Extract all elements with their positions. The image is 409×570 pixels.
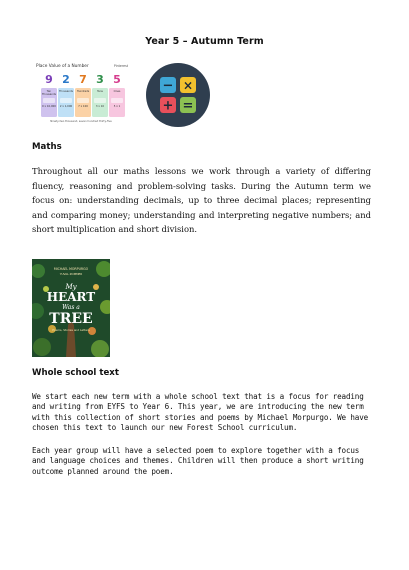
- place-value-digit: 3: [96, 73, 104, 86]
- place-value-card-inner: [60, 98, 72, 103]
- place-value-image: [32, 62, 130, 126]
- place-value-digit: 5: [113, 73, 121, 86]
- place-value-label: Ten Thousands: [41, 90, 57, 96]
- page-title: Year 5 – Autumn Term: [145, 36, 264, 47]
- place-value-value: 3 x 10: [95, 105, 105, 108]
- calculator-icon-circle: [146, 63, 210, 127]
- book-title-line4: TREE: [49, 311, 93, 327]
- plus-icon: +: [162, 98, 174, 114]
- place-value-label: Ones: [113, 90, 121, 93]
- place-value-digit: 9: [45, 73, 53, 86]
- book-title-line2: HEART: [46, 290, 96, 304]
- place-value-label: Tens: [97, 90, 103, 93]
- minus-icon: −: [162, 78, 174, 94]
- whole-school-paragraph-2: Each year group will have a selected poem to explore together with a focus and language choices and themes. Children will then produce a short writing outcome planned around the poem.: [32, 446, 364, 476]
- place-value-card-inner: [43, 98, 55, 103]
- place-value-card-inner: [111, 98, 123, 103]
- equals-icon: =: [182, 98, 194, 114]
- whole-school-heading: Whole school text: [32, 368, 119, 378]
- book-subtitle: Poems, Stories and Letters: [52, 328, 90, 332]
- place-value-card: [109, 88, 125, 117]
- book-title-line3: Was a: [62, 304, 80, 311]
- book-author: MICHAEL MORPURGO: [53, 267, 89, 271]
- place-value-value: 2 x 1,000: [59, 105, 73, 108]
- place-value-card-inner: [94, 98, 106, 103]
- place-value-digit: 2: [62, 73, 70, 86]
- whole-school-paragraph-1: We start each new term with a whole school text that is a focus for reading and writing from EYFS to Year 6. This year, we are introducing the new term with this collection of short stories and poems by Michael Morpurgo. We have chosen this text to launch our new Forest School curriculum.: [32, 392, 369, 432]
- place-value-label: Thousands: [58, 90, 74, 93]
- place-value-value: 9 x 10,000: [42, 105, 56, 108]
- place-value-card: [58, 88, 74, 117]
- calculator-icon: [145, 62, 211, 128]
- place-value-card-inner: [77, 98, 89, 103]
- book-title-line1: My: [65, 283, 77, 291]
- place-value-label: Hundreds: [76, 90, 90, 93]
- book-illustrator: YUVAL ZOMMER: [59, 272, 83, 276]
- times-icon: ×: [182, 78, 194, 93]
- place-value-value: 5 x 1: [113, 105, 121, 108]
- book-cover-image: [32, 259, 110, 357]
- place-value-value: 7 x 100: [78, 105, 88, 108]
- place-value-brand: Pinterest: [113, 64, 128, 68]
- place-value-footer: Ninety-two thousand, seven hundred thirty-five: [50, 120, 112, 123]
- maths-paragraph: Throughout all our maths lessons we work through a variety of differing fluency, reasoning and problem-solving tasks. During the Autumn term we focus on: understanding decimals, up to three decimal places; representing and comparing money; understanding and interpreting negative numbers; and short multiplication and short division.: [32, 166, 371, 235]
- maths-heading: Maths: [32, 142, 62, 152]
- place-value-card: [75, 88, 91, 117]
- place-value-card: [41, 88, 57, 117]
- place-value-heading: Place Value of a Number: [36, 64, 89, 69]
- place-value-digit: 7: [79, 73, 87, 86]
- place-value-card: [92, 88, 108, 117]
